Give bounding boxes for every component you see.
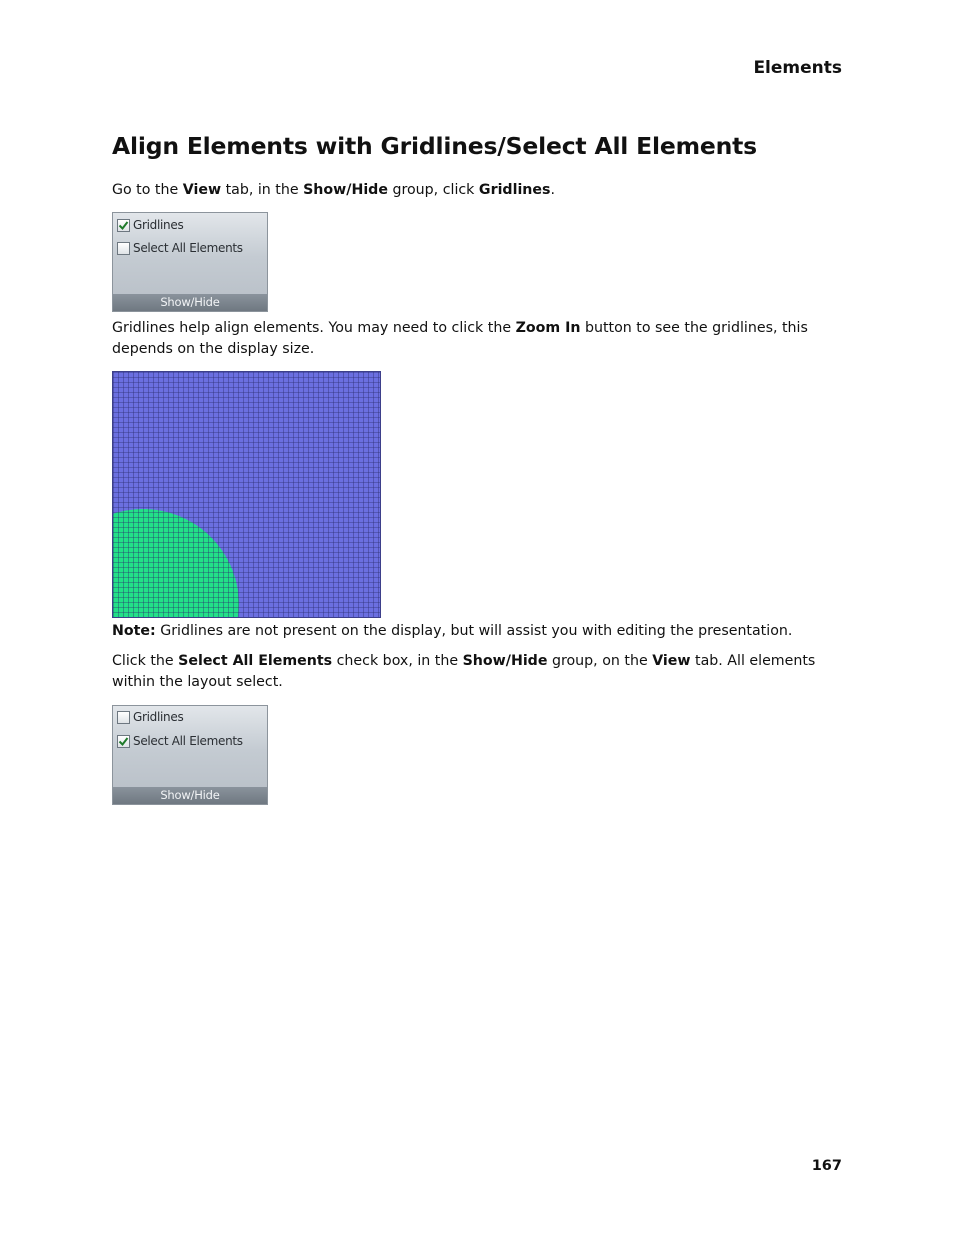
checkbox-label: Gridlines [133, 710, 184, 724]
note-paragraph [112, 621, 842, 642]
gridlines-canvas [113, 372, 381, 618]
show-hide-panel-2 [112, 705, 268, 805]
bold-view: View [182, 182, 222, 198]
checkbox-checked[interactable] [117, 735, 130, 748]
bold-show-hide: Show/Hide [303, 182, 388, 198]
note-text: Gridlines are not present on the display, but will assist you with editing the presentation. [155, 623, 793, 639]
group-label: Show/Hide [113, 787, 267, 804]
text: tab. All elements within the layout select. [112, 653, 816, 690]
checkbox-label: Select All Elements [133, 241, 243, 255]
check-icon [118, 220, 129, 231]
select-all-elements-checkbox-row[interactable] [117, 239, 243, 257]
check-icon [118, 736, 129, 747]
text: Go to the [112, 182, 183, 198]
text: Click the [112, 653, 179, 669]
bold-view: View [652, 653, 691, 669]
bold-show-hide: Show/Hide [462, 653, 548, 669]
paragraph-gridlines-help [112, 318, 842, 360]
text: . [550, 182, 555, 198]
bold-gridlines: Gridlines [478, 182, 551, 198]
text: check box, in the [332, 653, 463, 669]
gridlines-example-image [112, 371, 381, 618]
select-all-elements-checkbox-row[interactable] [117, 732, 243, 750]
bold-zoom-in: Zoom In [515, 320, 581, 336]
bold-select-all-elements: Select All Elements [178, 653, 333, 669]
gridlines-checkbox-row[interactable] [117, 216, 183, 234]
page-title: Align Elements with Gridlines/Select All Elements [112, 132, 757, 160]
show-hide-panel-1 [112, 212, 268, 312]
group-label: Show/Hide [113, 294, 267, 311]
paragraph-instructions-gridlines [112, 180, 842, 201]
gridlines-overlay [113, 372, 381, 618]
text: group, click [387, 182, 479, 198]
checkbox-checked[interactable] [117, 219, 130, 232]
text: Gridlines help align elements. You may need to click the [112, 320, 516, 336]
page-number: 167 [811, 1158, 842, 1174]
gridlines-checkbox-row[interactable] [117, 708, 183, 726]
checkbox-unchecked[interactable] [117, 242, 130, 255]
running-header: Elements [753, 58, 842, 78]
text: tab, in the [221, 182, 304, 198]
checkbox-label: Gridlines [133, 218, 184, 232]
paragraph-instructions-select-all [112, 651, 842, 693]
checkbox-label: Select All Elements [133, 734, 243, 748]
text: button to see the gridlines, this depends on the display size. [112, 320, 808, 357]
checkbox-unchecked[interactable] [117, 711, 130, 724]
text: group, on the [547, 653, 653, 669]
note-label: Note: [112, 623, 156, 639]
